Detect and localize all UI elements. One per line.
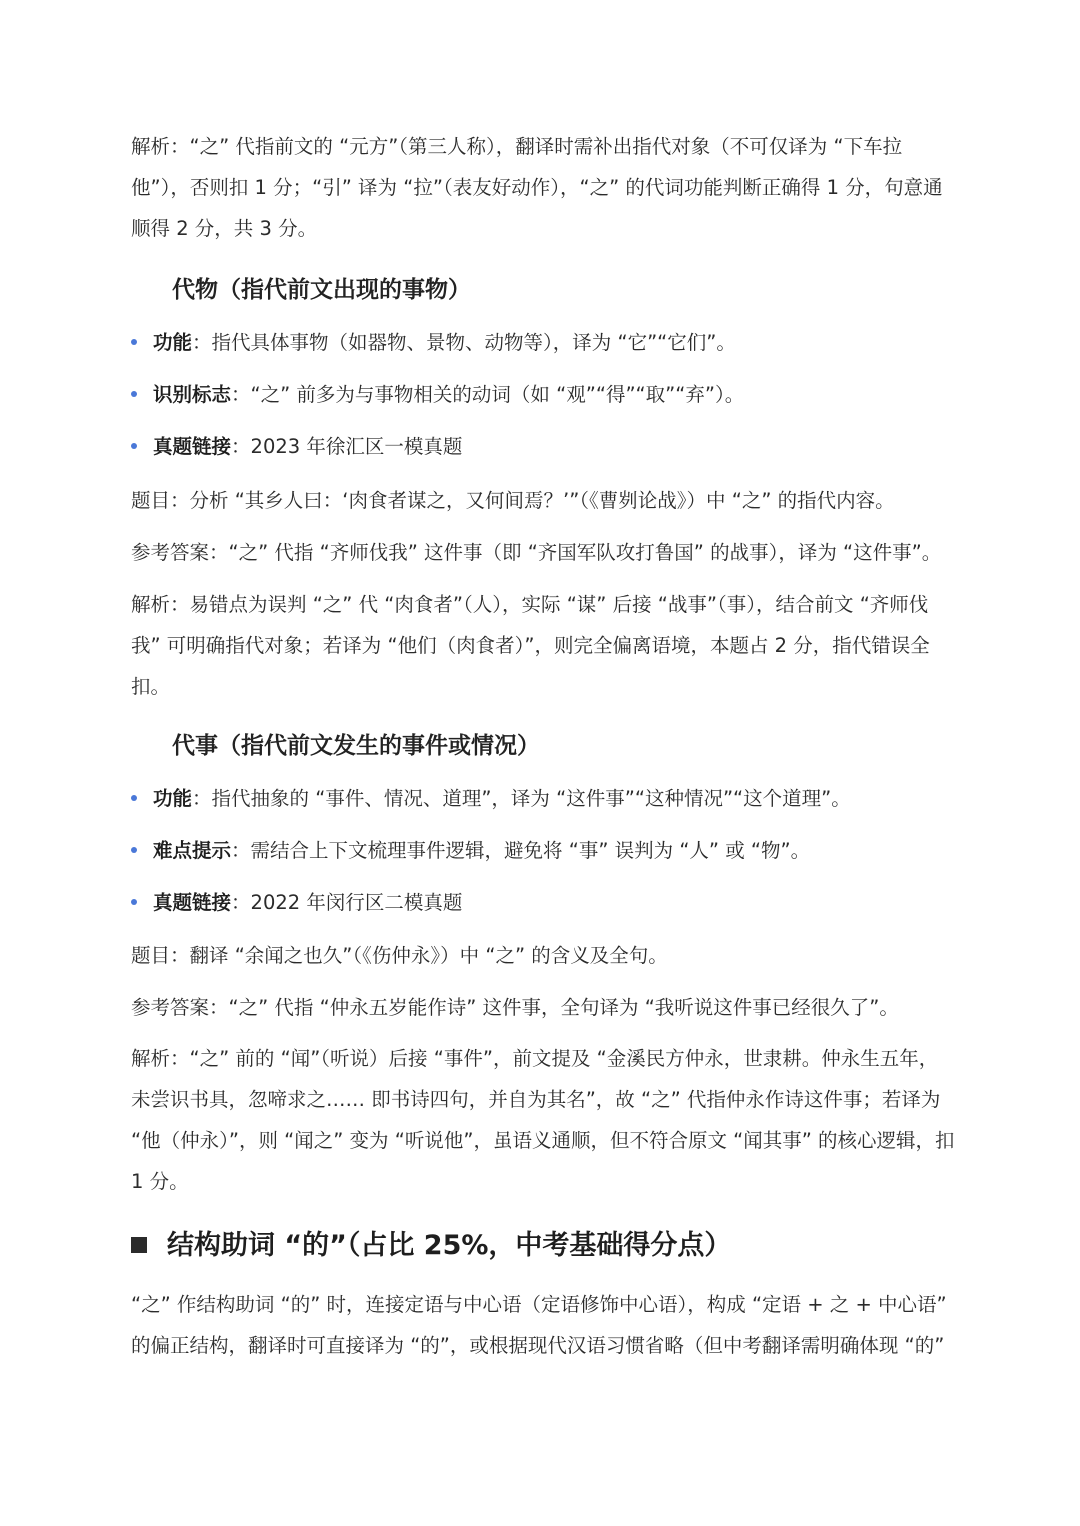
answer-text: 参考答案：“之” 代指 “齐师伐我” 这件事（即 “齐国军队攻打鲁国” 的战事），译为 “这件事”。: [131, 541, 942, 564]
bullet-label: 真题链接: [153, 891, 232, 914]
subheading-daiwu: 代物（指代前文出现的事物）: [172, 277, 471, 303]
bullet-text: 指代具体事物（如器物、景物、动物等），译为 “它”“它们”。: [211, 331, 736, 354]
list-item: [131, 887, 462, 919]
analysis-line: 我” 可明确指代对象；若译为 “他们（肉食者）”，则完全偏离语境，本题占 2 分，指代错误全: [131, 634, 930, 657]
subheading-daishi: 代事（指代前文发生的事件或情况）: [172, 733, 540, 759]
list-item: [131, 379, 744, 411]
bullet-sep: ：: [192, 331, 212, 354]
bullet-sep: ：: [231, 435, 251, 458]
section-heading-text: 结构助词 “的”（占比 25%，中考基础得分点）: [167, 1230, 732, 1261]
bullet-dot-icon: [131, 795, 137, 801]
bullet-text: 2023 年徐汇区一模真题: [250, 435, 463, 458]
bullet-text: 指代抽象的 “事件、情况、道理”，译为 “这件事”“这种情况”“这个道理”。: [211, 787, 851, 810]
bullet-label: 识别标志: [153, 383, 232, 406]
analysis-line: 1 分。: [131, 1170, 189, 1193]
analysis-line: 未尝识书具，忽啼求之…… 即书诗四句，并自为其名”，故 “之” 代指仲永作诗这件事；若译为: [131, 1088, 941, 1111]
bullet-label: 真题链接: [153, 435, 232, 458]
answer-text: 参考答案：“之” 代指 “仲永五岁能作诗” 这件事，全句译为 “我听说这件事已经很久了”。: [131, 996, 899, 1019]
body-line: “之” 作结构助词 “的” 时，连接定语与中心语（定语修饰中心语），构成 “定语 + 之 + 中心语”: [131, 1293, 947, 1316]
bullet-text: “之” 前多为与事物相关的动词（如 “观”“得”“取”“弃”）。: [250, 383, 745, 406]
list-item: [131, 431, 462, 463]
bullet-sep: ：: [231, 839, 251, 862]
bullet-sep: ：: [231, 891, 251, 914]
question-text: 题目：翻译 “余闻之也久”（《伤仲永》）中 “之” 的含义及全句。: [131, 944, 668, 967]
bullet-sep: ：: [192, 787, 212, 810]
bullet-sep: ：: [231, 383, 251, 406]
bullet-dot-icon: [131, 391, 137, 397]
bullet-label: 功能: [153, 331, 193, 354]
bullet-text: 2022 年闵行区二模真题: [250, 891, 463, 914]
analysis-line: 顺得 2 分，共 3 分。: [131, 217, 318, 240]
list-item: [131, 327, 736, 359]
analysis-line: “他（仲永）”，则 “闻之” 变为 “听说他”，虽语义通顺，但不符合原文 “闻其事” 的核心逻辑，扣: [131, 1129, 955, 1152]
question-text: 题目：分析 “其乡人曰：‘肉食者谋之，又何间焉？’”（《曹刿论战》）中 “之” 的指代内容。: [131, 489, 895, 512]
analysis-line: 解析：“之” 代指前文的 “元方”（第三人称），翻译时需补出指代对象（不可仅译为 “下车拉: [131, 135, 903, 158]
analysis-line: 解析：“之” 前的 “闻”（听说）后接 “事件”，前文提及 “金溪民方仲永，世隶耕。仲永生五年，: [131, 1047, 939, 1070]
list-item: [131, 835, 810, 867]
bullet-text: 需结合上下文梳理事件逻辑，避免将 “事” 误判为 “人” 或 “物”。: [250, 839, 811, 862]
list-item: [131, 783, 851, 815]
analysis-line: 解析：易错点为误判 “之” 代 “肉食者”（人），实际 “谋” 后接 “战事”（事），结合前文 “齐师伐: [131, 593, 929, 616]
analysis-line: 扣。: [131, 675, 171, 698]
bullet-dot-icon: [131, 443, 137, 449]
analysis-line: 他”），否则扣 1 分；“引” 译为 “拉”（表友好动作），“之” 的代词功能判断正确得 1 分，句意通: [131, 176, 943, 199]
bullet-label: 难点提示: [153, 839, 232, 862]
body-line: 的偏正结构，翻译时可直接译为 “的”，或根据现代汉语习惯省略（但中考翻译需明确体现 “的”: [131, 1334, 945, 1357]
bullet-dot-icon: [131, 339, 137, 345]
bullet-label: 功能: [153, 787, 193, 810]
square-bullet-icon: [131, 1237, 147, 1253]
bullet-dot-icon: [131, 847, 137, 853]
bullet-dot-icon: [131, 899, 137, 905]
section-heading: [131, 1226, 731, 1266]
